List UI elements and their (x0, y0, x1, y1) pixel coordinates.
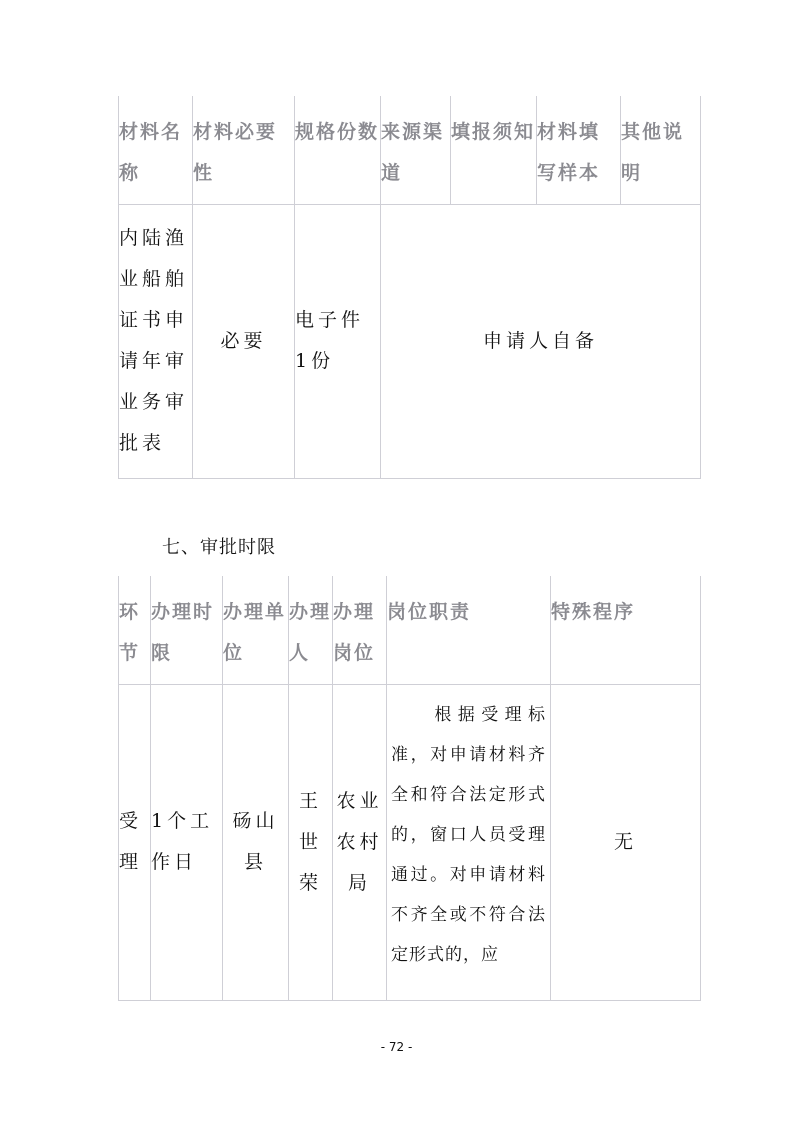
duty (387, 684, 551, 1000)
section-title: 七、审批时限 (162, 537, 276, 558)
time-limit: 1个工作日 (151, 684, 223, 1000)
header-material-required: 材料必要性 (193, 96, 295, 204)
header-sample: 材料填写样本 (537, 96, 621, 204)
timeline-header-row (119, 576, 701, 684)
header-time-limit: 办理时限 (151, 576, 223, 684)
header-source: 来源渠道 (381, 96, 451, 204)
special-procedure: 无 (551, 684, 701, 1000)
materials-header-row (119, 96, 701, 204)
material-name: 内陆渔业船舶证书申请年审业务审批表 (119, 204, 193, 478)
materials-table (118, 96, 701, 479)
header-stage: 环节 (119, 576, 151, 684)
header-spec-count: 规格份数 (295, 96, 381, 204)
header-other: 其他说明 (621, 96, 701, 204)
material-required: 必要 (193, 204, 295, 478)
stage: 受理 (119, 684, 151, 1000)
timeline-table (118, 576, 701, 1001)
unit: 砀山县 (223, 684, 289, 1000)
header-duty: 岗位职责 (387, 576, 551, 684)
timeline-row (119, 684, 701, 1000)
duty-text: 根据受理标准，对申请材料齐全和符合法定形式的，窗口人员受理通过。对申请材料不齐全或不符合法定形式的，应 (391, 704, 546, 965)
materials-row (119, 204, 701, 478)
material-spec: 电子件1份 (295, 204, 381, 478)
header-material-name: 材料名称 (119, 96, 193, 204)
header-notice: 填报须知 (451, 96, 537, 204)
header-unit: 办理单位 (223, 576, 289, 684)
person: 王世荣 (289, 684, 333, 1000)
header-person: 办理人 (289, 576, 333, 684)
header-post: 办理岗位 (333, 576, 387, 684)
post: 农业农村局 (333, 684, 387, 1000)
page-number: - 72 - (380, 1040, 413, 1054)
material-source: 申请人自备 (381, 204, 701, 478)
header-special: 特殊程序 (551, 576, 701, 684)
